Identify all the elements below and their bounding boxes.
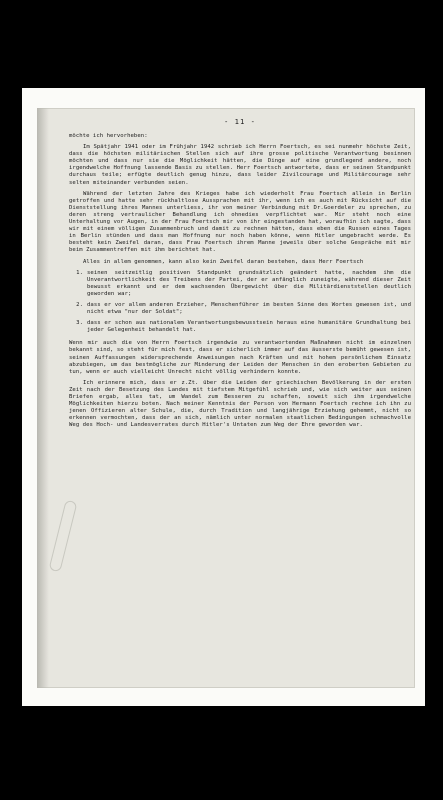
list-item <box>69 270 411 298</box>
list-item-text: dass er schon aus nationalem Verantwortungsbewusstsein heraus eine humanitäre Grundhaltung bei jeder Gelegenheit behandelt hat. <box>87 320 411 334</box>
scanned-sheet <box>37 108 415 688</box>
list-item <box>69 302 411 316</box>
list-item-number: 1. <box>76 269 83 276</box>
paragraph-intro-3: Während der letzten Jahre des Krieges habe ich wiederholt Frau Foertsch allein in Berlin getroffen und hatte sehr rückhaltlose Aussprachen mit ihr, wenn ich es auch mit Rücksicht auf die Dienststellung ihres Mannes unterliess, ihr von meiner Verbindung mit Dr.Goerdeler zu sprechen, zu deren streng vertraulicher Behandlung ich ohnedies verpflichtet war. Mir steht noch eine Unterhaltung vor Augen, in der Frau Foertsch mir von ihr eingestanden hat, woraufhin ich sagte, dass wir mit einem völligen Zusammenbruch und damit zu rechnen hätten, dass eben die Russen eines Tages in Berlin stünden und dass man Hoffnung nur noch haben könne, wenn Hitler umgebracht werde. Es besteht kein Zweifel daran, dass Frau Foertsch ihrem Manne jeweils über solche Gespräche mit mir beim Zusammentreffen mit ihm berichtet hat. <box>69 190 411 254</box>
list-item-text: dass er vor allem anderen Erzieher, Menschenführer im besten Sinne des Wortes gewesen ist, und nicht etwa "nur der Soldat"; <box>87 301 411 316</box>
paper-clip-mark <box>48 500 77 573</box>
list-item-number: 2. <box>76 301 83 308</box>
list-item <box>69 320 411 334</box>
paragraph-outro-1: Wenn mir auch die von Herrn Foertsch irgendwie zu verantwortenden Maßnahmen nicht im einzelnen bekannt sind, so steht für mich fest, dass er sicherlich immer auf das äusserste bemüht gewesen ist, seinen Auffassungen widersprechende Anweisungen nach Kräften und mit hohem persönlichem Einsatz abzubiegen, um das bestmögliche zur Minderung der Leiden der Menschen in den eroberten Gebieten zu tun, wenn er auch vielleicht Unrecht nicht völlig verhindern konnte. <box>69 340 411 375</box>
list-item-number: 3. <box>76 320 83 327</box>
paragraph-outro-2: Ich erinnere mich, dass er z.Zt. über die Leiden der griechischen Bevölkerung in der ersten Zeit nach der Besetzung des Landes mit tiefstem Mitgefühl schrieb und, wie sich weiter aus seinen Briefen ergab, alles tat, um Wandel zum Besseren zu schaffen, soweit sich ihm irgendwelche Möglichkeiten hierzu boten. Nach meiner Kenntnis der Person von Hermann Foertsch rechne ich ihn zu jenen Offizieren alter Schule, die, durch Tradition und langjährige Erziehung gehemmt, nicht so erkennen vermochten, dass der an sich, nämlich unter normalen staatlichen Bedingungen schmachvolle Weg des Hoch- und Landesverrates durch Hitler's Untaten zum Weg der Ehre geworden war. <box>69 379 411 429</box>
viewer-top-bar <box>0 0 443 88</box>
paragraph-intro-1: möchte ich hervorheben: <box>69 133 148 139</box>
numbered-list <box>69 270 411 335</box>
document-page <box>22 88 425 706</box>
paragraph-intro-2: Im Spätjahr 1941 oder im Frühjahr 1942 schrieb ich Herrn Foertsch, es sei nunmehr höchste Zeit, dass die höchsten militärischen Stellen sich auf ihre grosse politische Verantwortung besinnen möchten und dass nur sie die Möglichkeit hätten, die Dinge auf eine grundlegend andere, noch irgendwelche Hoffnung lassende Basis zu stellen. Herr Foertsch antwortete, dass er seinen Standpunkt durchaus teile; erfügte deutlich genug hinzu, dass leider Zivilcourage und Militärcourage sehr selten miteinander verbunden seien. <box>69 144 411 186</box>
document-text <box>69 117 411 433</box>
scan-edge-shadow <box>37 108 49 688</box>
page-number: - 11 - <box>224 117 256 126</box>
viewer-bottom-bar <box>0 706 443 800</box>
paragraph-intro-4: Alles in allem genommen, kann also kein Zweifel daran bestehen, dass Herr Foertsch <box>83 258 364 265</box>
list-item-text: seinen seitzeitlig positiven Standpunkt grundsätzlich geändert hatte, nachdem ihm die Unverantwortlichkeit des Treibens der Partei, der er anfänglich zuneigte, während dieser Zeit bewusst erkannt und er dem wachsenden Übergewicht über die Militärdienststellen deutlich geworden war; <box>87 269 411 297</box>
